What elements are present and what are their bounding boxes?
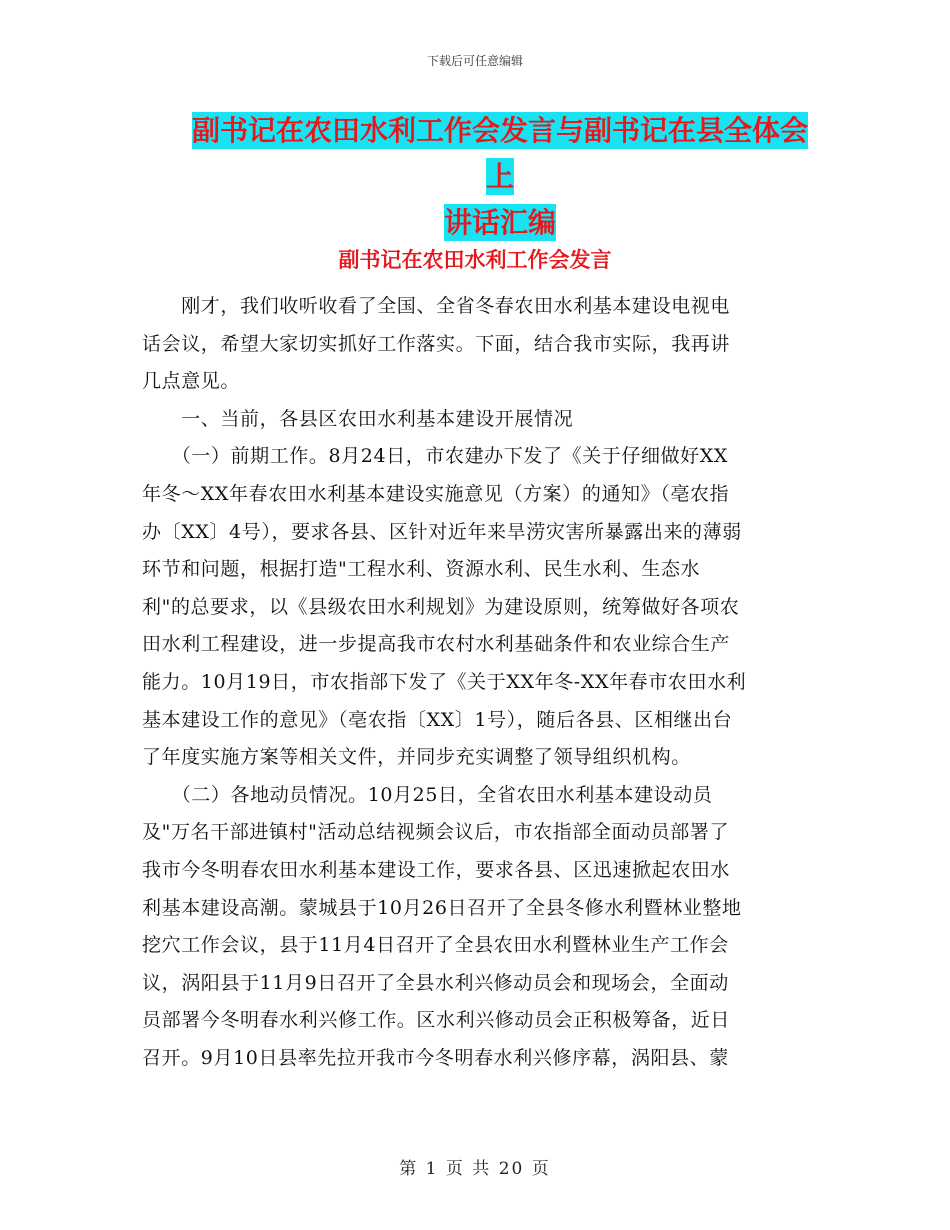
text-line: 我市今冬明春农田水利基本建设工作，要求各县、区迅速掀起农田水 — [142, 858, 731, 881]
main-title-line-1: 副书记在农田水利工作会发言与副书记在县全体会上 — [191, 114, 808, 193]
main-title-line-2: 讲话汇编 — [443, 206, 556, 239]
text-line: 办〔XX〕4号），要求各县、区针对近年来旱涝灾害所暴露出来的薄弱 — [142, 520, 742, 543]
text-line: 话会议，希望大家切实抓好工作落实。下面，结合我市实际，我再讲 — [142, 332, 731, 355]
section-title: 副书记在农田水利工作会发言 — [338, 248, 612, 272]
text-line: 能力。10月19日，市农指部下发了《关于XX年冬-XX年春市农田水利 — [142, 670, 747, 693]
text-line: （二）各地动员情况。10月25日，全省农田水利基本建设动员 — [142, 783, 713, 806]
text-line: （一）前期工作。8月24日，市农建办下发了《关于仔细做好XX — [142, 445, 729, 468]
document-main-title — [180, 108, 820, 246]
text-line: 刚才，我们收听收看了全国、全省冬春农田水利基本建设电视电 — [142, 295, 731, 317]
text-line: 及"万名干部进镇村"活动总结视频会议后，市农指部全面动员部署了 — [142, 821, 730, 844]
text-line: 利基本建设高潮。蒙城县于10月26日召开了全县冬修水利暨林业整地 — [142, 896, 742, 919]
text-line: 员部署今冬明春水利兴修工作。区水利兴修动员会正积极筹备，近日 — [142, 1009, 731, 1032]
text-line: 议，涡阳县于11月9日召开了全县水利兴修动员会和现场会，全面动 — [142, 971, 729, 994]
text-line: 田水利工程建设，进一步提高我市农村水利基础条件和农业综合生产 — [142, 633, 731, 656]
text-line: 一、当前，各县区农田水利基本建设开展情况 — [142, 407, 574, 430]
header-note: 下载后可任意编辑 — [426, 54, 523, 68]
body-text — [142, 288, 810, 1077]
text-line: 挖穴工作会议，县于11月4日召开了全县农田水利暨林业生产工作会 — [142, 934, 729, 957]
text-line: 利"的总要求，以《县级农田水利规划》为建设原则，统筹做好各项农 — [142, 595, 740, 618]
text-line: 召开。9月10日县率先拉开我市今冬明春水利兴修序幕，涡阳县、蒙 — [142, 1046, 729, 1069]
text-line: 了年度实施方案等相关文件，并同步充实调整了领导组织机构。 — [142, 746, 691, 769]
text-line: 环节和问题，根据打造"工程水利、资源水利、民生水利、生态水 — [142, 558, 701, 581]
page-footer: 第 1 页 共 20 页 — [399, 1159, 551, 1179]
text-line: 基本建设工作的意见》（亳农指〔XX〕1号），随后各县、区相继出台 — [142, 708, 733, 731]
text-line: 年冬～XX年春农田水利基本建设实施意见（方案）的通知》（亳农指 — [142, 482, 730, 505]
text-line: 几点意见。 — [142, 370, 241, 393]
